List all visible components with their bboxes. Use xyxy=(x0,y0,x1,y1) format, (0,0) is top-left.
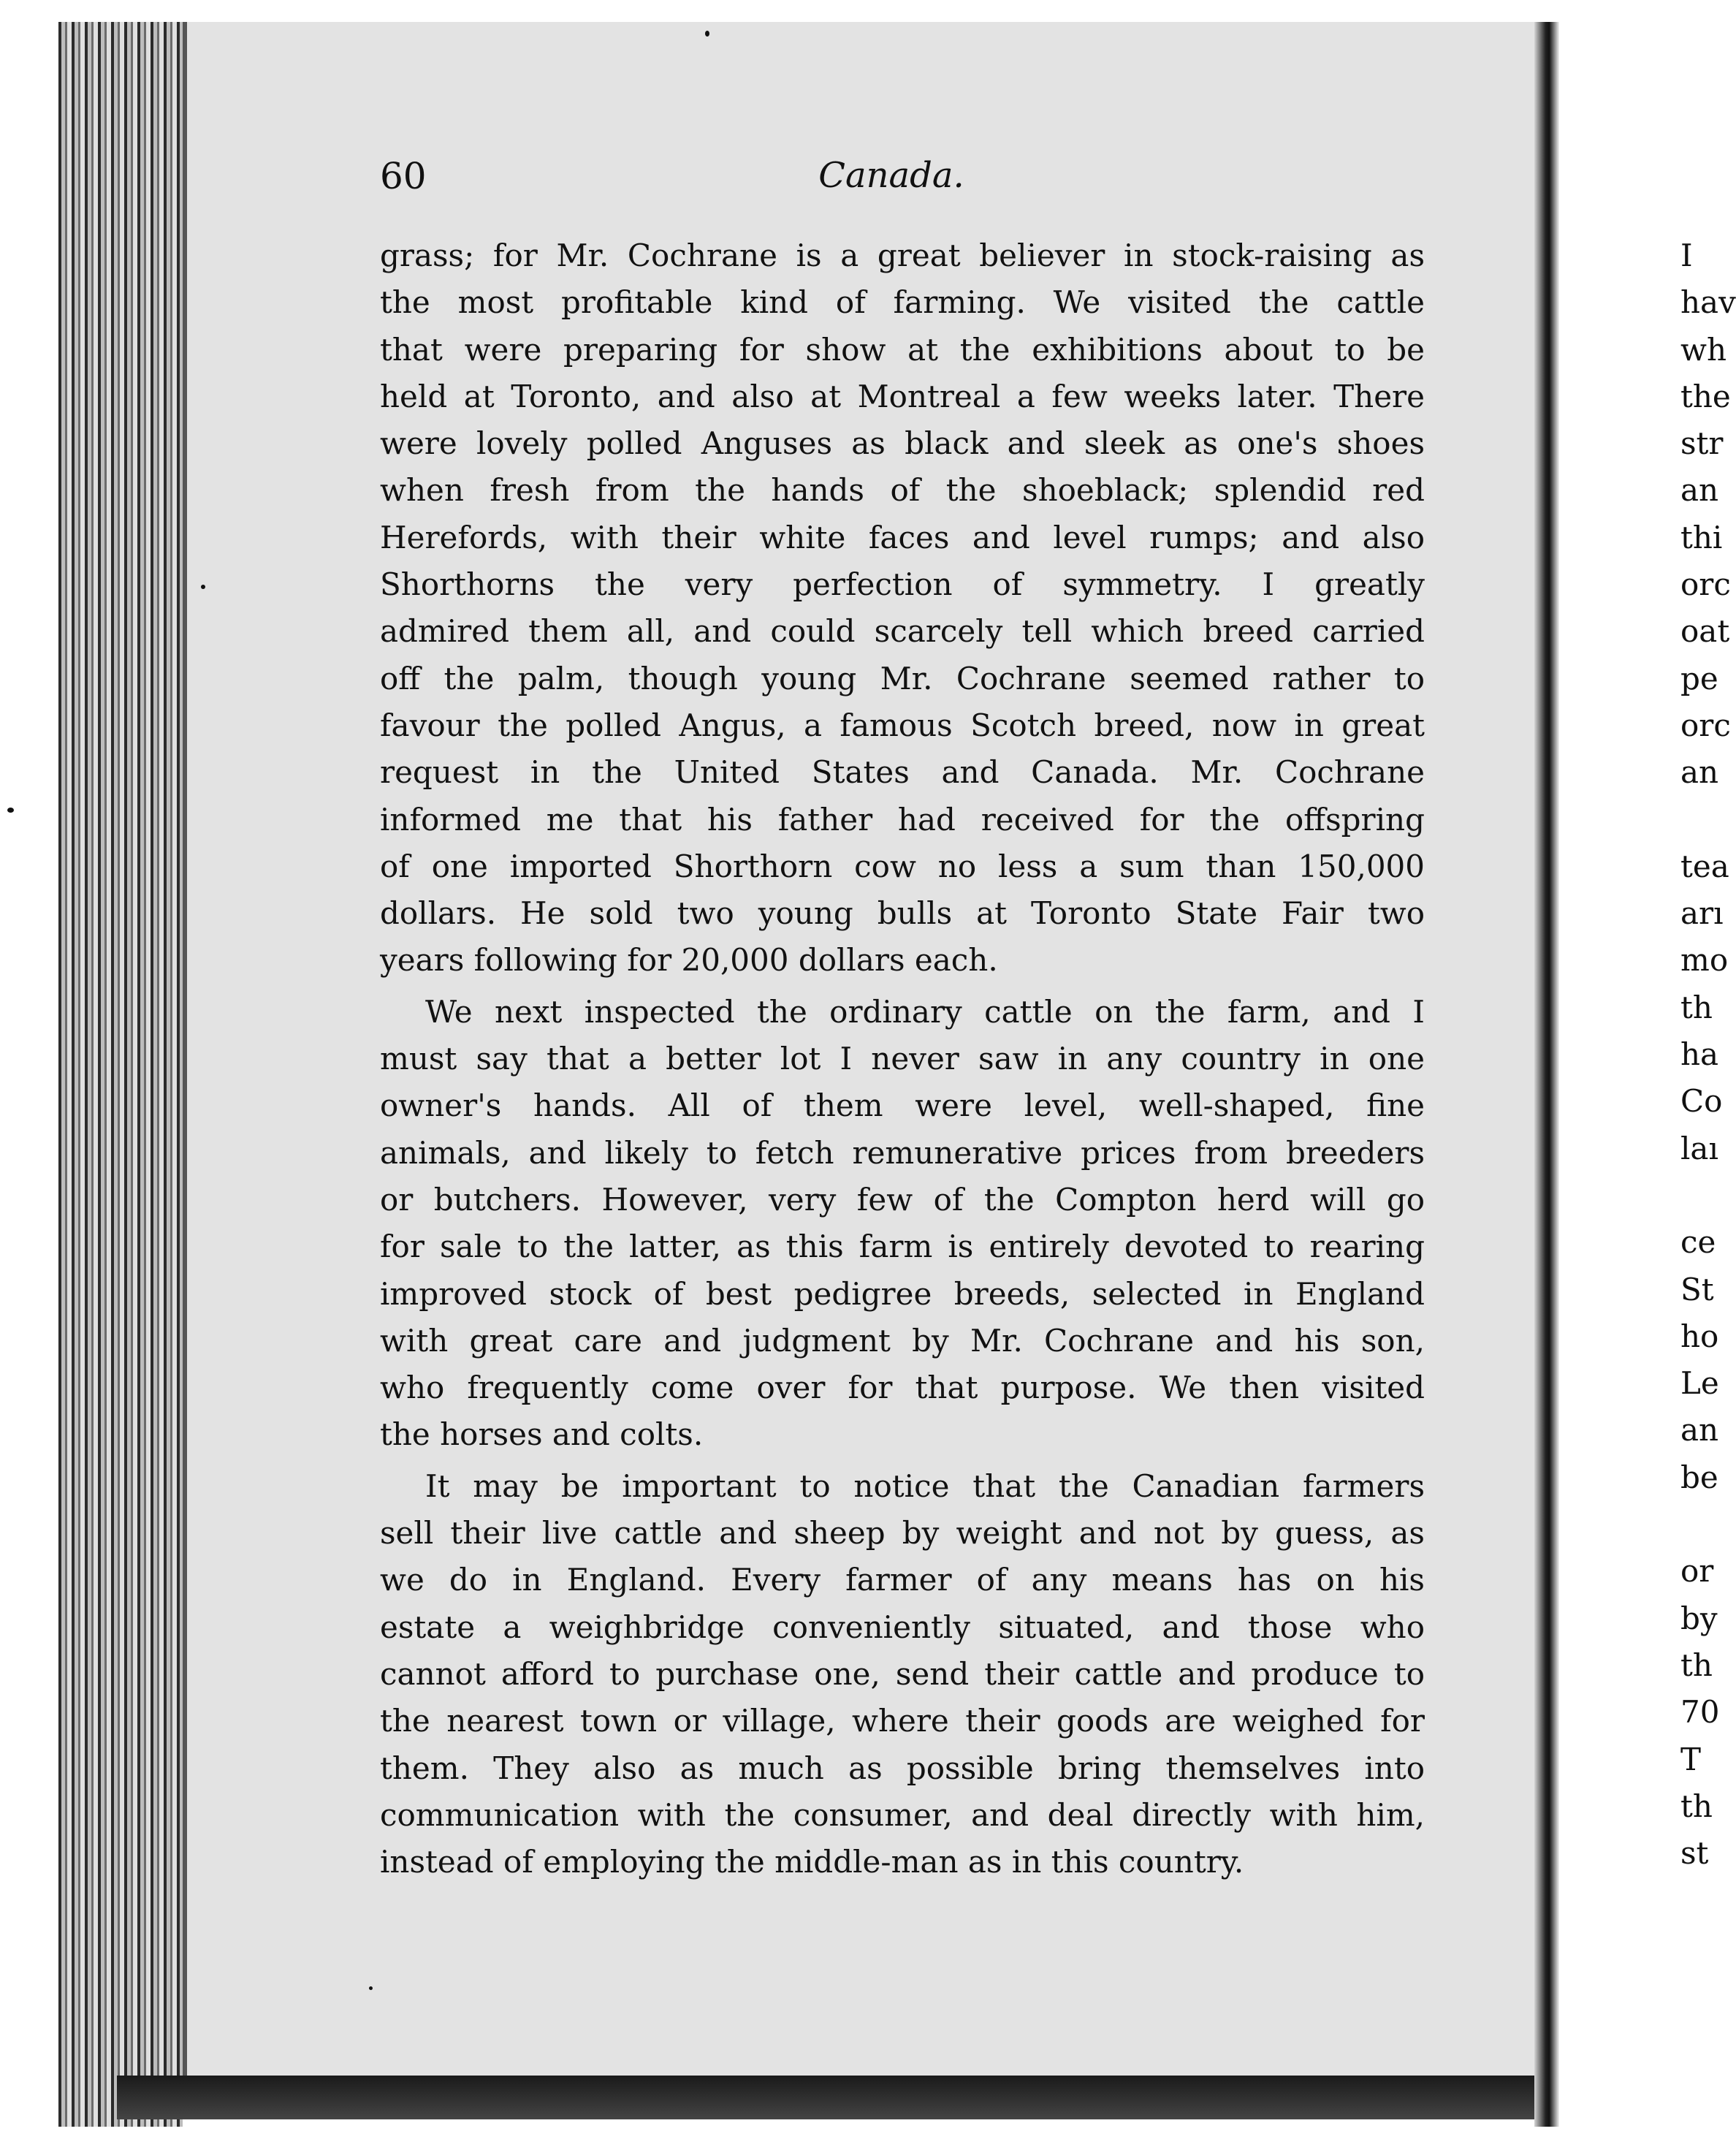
text-line: favour the polled Angus, a famous Scotch breed, now in great xyxy=(380,707,1425,743)
text-line: must say that a better lot I never saw in any country in one xyxy=(380,1041,1425,1077)
facing-page-fragment: hav xyxy=(1680,284,1736,321)
facing-page-fragment: mo xyxy=(1680,942,1729,979)
text-line: held at Toronto, and also at Montreal a few weeks later. There xyxy=(380,378,1425,414)
text-line: owner's hands. All of them were level, well-shaped, fine xyxy=(380,1087,1425,1124)
text-line: for sale to the latter, as this farm is entirely devoted to rearing xyxy=(380,1229,1425,1265)
page-title: Canada. xyxy=(818,155,964,196)
facing-page-fragment: ha xyxy=(1680,1036,1719,1073)
text-line: Herefords, with their white faces and level rumps; and also xyxy=(380,519,1425,555)
page-number: 60 xyxy=(380,155,427,197)
text-line: estate a weighbridge conveniently situated, and those who xyxy=(380,1609,1425,1645)
book-gutter xyxy=(1534,22,1559,2127)
facing-page-fragment: an xyxy=(1680,754,1719,791)
text-line: were lovely polled Anguses as black and sleek as one's shoes xyxy=(380,425,1425,462)
facing-page-fragment: be xyxy=(1680,1459,1718,1495)
facing-page-fragment xyxy=(1680,1172,1727,1219)
facing-page-fragment: laı xyxy=(1680,1130,1718,1166)
text-line: grass; for Mr. Cochrane is a great believer in stock-raising as xyxy=(380,238,1425,273)
facing-page-fragment: or xyxy=(1680,1553,1714,1590)
text-line: with great care and judgment by Mr. Cochrane and his son, xyxy=(380,1322,1425,1359)
facing-page-fragment: th xyxy=(1680,1647,1713,1683)
text-line: sell their live cattle and sheep by weight and not by guess, as xyxy=(380,1515,1425,1552)
text-line: the horses and colts. xyxy=(380,1416,704,1453)
margin-speck xyxy=(705,31,709,37)
text-line: them. They also as much as possible bring themselves into xyxy=(380,1750,1425,1786)
text-line: cannot afford to purchase one, send their cattle and produce to xyxy=(380,1655,1425,1692)
margin-speck xyxy=(201,585,205,589)
running-head xyxy=(380,155,1403,206)
text-line: when fresh from the hands of the shoeblack; splendid red xyxy=(380,472,1425,509)
facing-page-fragment: Co xyxy=(1680,1083,1723,1120)
text-line: request in the United States and Canada. Mr. Cochrane xyxy=(380,754,1425,791)
text-line: We next inspected the ordinary cattle on the farm, and I xyxy=(425,993,1425,1030)
facing-page-fragment: tea xyxy=(1680,848,1729,884)
text-line: It may be important to notice that the Canadian farmers xyxy=(425,1467,1425,1504)
text-line: instead of employing the middle-man as in this country. xyxy=(380,1844,1244,1880)
text-line: dollars. He sold two young bulls at Toronto State Fair two xyxy=(380,895,1425,932)
text-line: of one imported Shorthorn cow no less a sum than 150,000 xyxy=(380,848,1425,884)
text-line: we do in England. Every farmer of any means has on his xyxy=(380,1562,1425,1598)
text-line: animals, and likely to fetch remunerative prices from breeders xyxy=(380,1134,1425,1171)
text-line: the most profitable kind of farming. We visited the cattle xyxy=(380,284,1425,321)
facing-page-fragment xyxy=(1680,1501,1727,1548)
text-line: the nearest town or village, where their goods are weighed for xyxy=(380,1703,1425,1739)
text-line: who frequently come over for that purpose. We then visited xyxy=(380,1370,1425,1406)
facing-page-fragment: T xyxy=(1680,1741,1702,1777)
book-bottom-shadow xyxy=(117,2076,1578,2119)
text-line: improved stock of best pedigree breeds, selected in England xyxy=(380,1275,1425,1312)
facing-page-fragment: an xyxy=(1680,472,1719,509)
facing-page-fragment: Le xyxy=(1680,1365,1719,1402)
facing-page-fragment: I xyxy=(1680,238,1693,273)
facing-page-text xyxy=(1680,232,1736,1877)
facing-page-fragment: by xyxy=(1680,1600,1718,1636)
text-line: years following for 20,000 dollars each. xyxy=(380,942,998,979)
page-edges xyxy=(58,22,183,2127)
facing-page-fragment: st xyxy=(1680,1835,1709,1872)
text-line: admired them all, and could scarcely tell which breed carried xyxy=(380,613,1425,650)
facing-page-fragment: arı xyxy=(1680,895,1724,932)
facing-page-fragment xyxy=(1680,797,1727,843)
margin-speck xyxy=(7,808,14,813)
facing-page-fragment: St xyxy=(1680,1271,1714,1307)
facing-page-fragment: the xyxy=(1680,378,1731,414)
facing-page-fragment: pe xyxy=(1680,660,1718,696)
text-line: off the palm, though young Mr. Cochrane seemed rather to xyxy=(380,660,1425,696)
facing-page-fragment: ho xyxy=(1680,1318,1719,1354)
facing-page-fragment: oat xyxy=(1680,613,1730,650)
facing-page-fragment: ce xyxy=(1680,1224,1716,1261)
text-line: communication with the consumer, and deal directly with him, xyxy=(380,1796,1425,1833)
text-line: or butchers. However, very few of the Compton herd will go xyxy=(380,1181,1425,1218)
facing-page-fragment: thi xyxy=(1680,519,1723,555)
text-line: informed me that his father had received for the offspring xyxy=(380,801,1425,838)
facing-page-fragment: wh xyxy=(1680,331,1727,368)
text-line: Shorthorns the very perfection of symmetry. I greatly xyxy=(380,566,1425,603)
facing-page-fragment: orc xyxy=(1680,707,1731,743)
facing-page-fragment: 70 xyxy=(1680,1694,1720,1731)
body-text xyxy=(380,232,1425,1886)
margin-speck xyxy=(369,1986,373,1990)
facing-page-fragment: th xyxy=(1680,989,1713,1025)
text-line: that were preparing for show at the exhibitions about to be xyxy=(380,331,1425,368)
facing-page-fragment: th xyxy=(1680,1788,1713,1824)
facing-page-fragment: str xyxy=(1680,425,1724,462)
facing-page-fragment: an xyxy=(1680,1412,1719,1448)
facing-page-fragment: orc xyxy=(1680,566,1731,603)
